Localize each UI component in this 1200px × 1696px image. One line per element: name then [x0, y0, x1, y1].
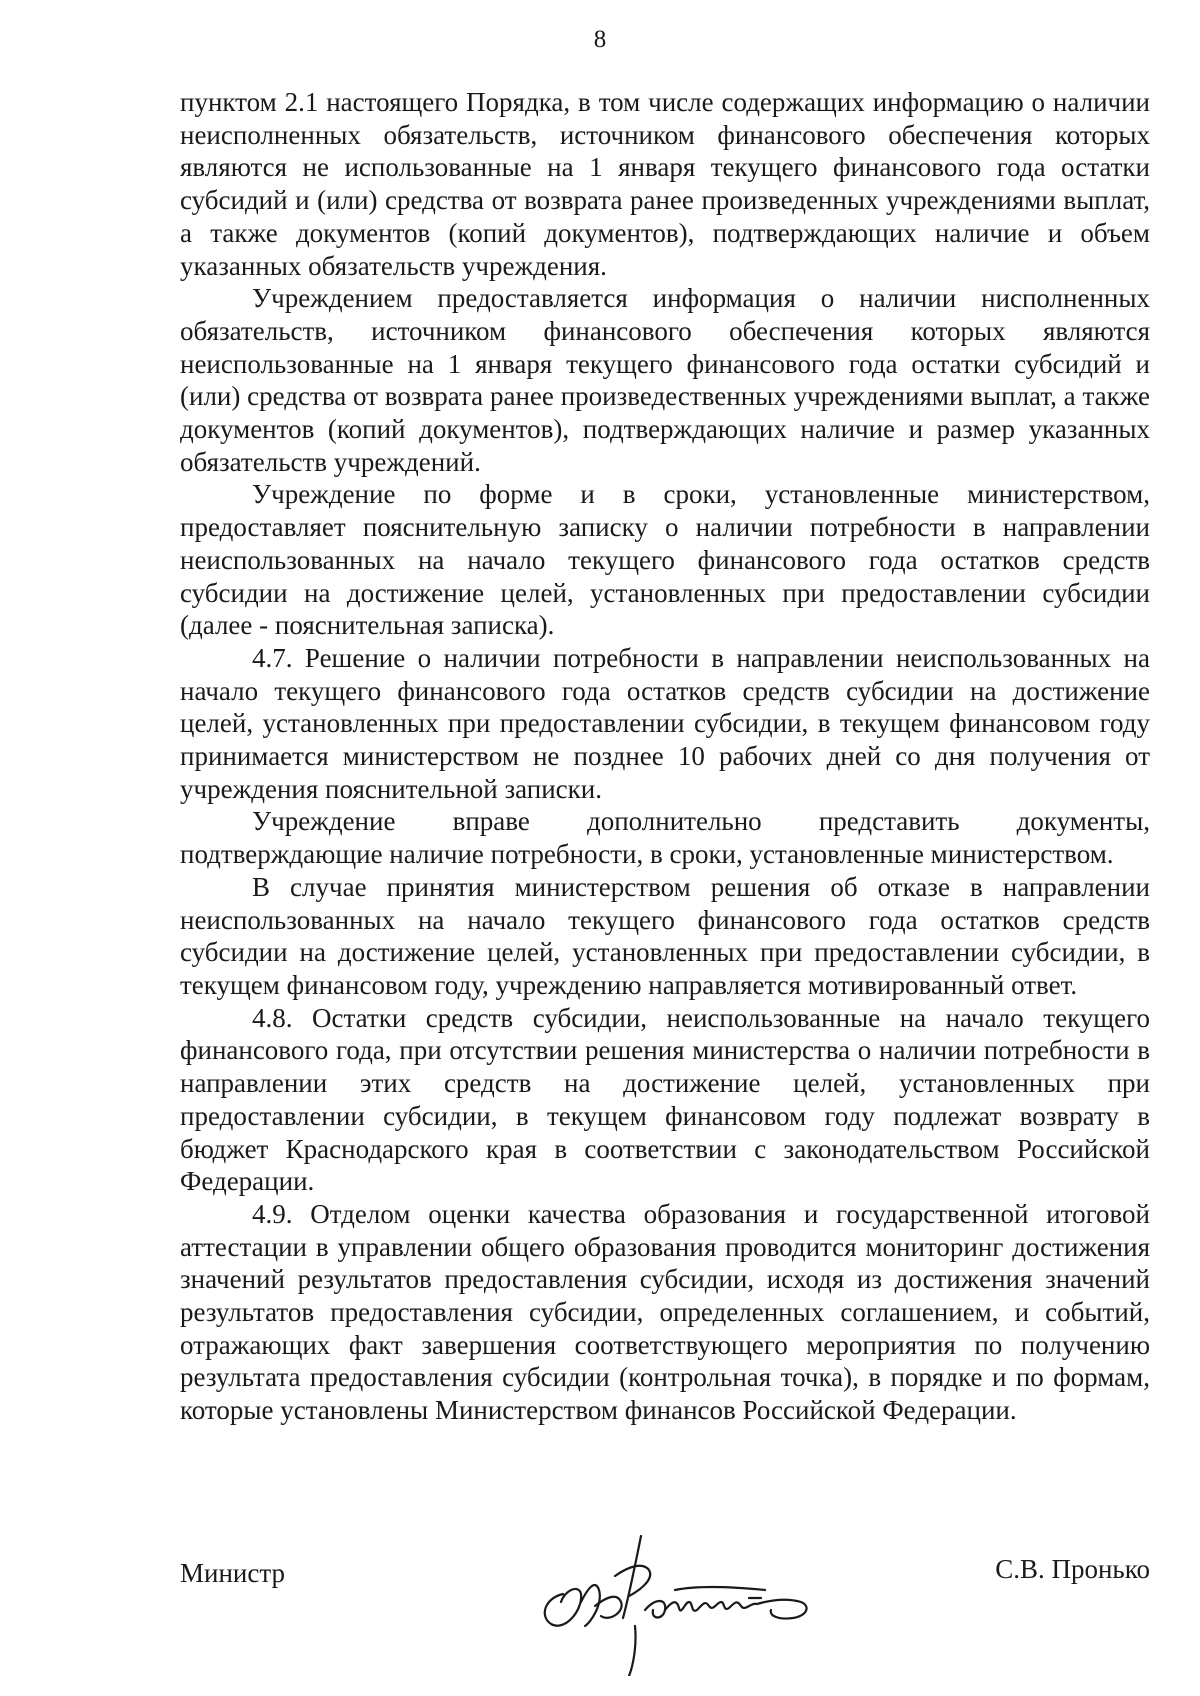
page-number: 8: [593, 26, 607, 53]
paragraph-4-9: 4.9. Отделом оценки качества образования и государственной итоговой аттестации в управлении общего образования проводится мониторинг достижения значений результатов предоставления субсидии, исходя из достижения значений результатов предоставления субсидии, определенных соглашением, и событий, отражающих факт завершения соответствующего мероприятия по получению результата предоставления субсидии (контрольная точка), в порядке и по формам, которые установлены Министерством финансов Российской Федерации.: [180, 1198, 1150, 1426]
paragraph-additional-documents: Учреждение вправе дополнительно представить документы, подтверждающие наличие потребности, в сроки, установленные министерством.: [180, 806, 1150, 870]
paragraph-4-7: 4.7. Решение о наличии потребности в направлении неиспользованных на начало текущего финансового года остатков средств субсидии на достижение целей, установленных при предоставлении субсидии, в текущем финансовом году принимается министерством не позднее 10 рабочих дней со дня получения от учреждения пояснительной записки.: [180, 642, 1150, 804]
handwritten-signature: [525, 1506, 845, 1676]
paragraph-explanatory-note: Учреждение по форме и в сроки, установленные министерством, предоставляет пояснительную записку о наличии потребности в направлении неиспользованных на начало текущего финансового года остатков средств субсидии на достижение целей, установленных при предоставлении субсидии (далее - пояснительная записка).: [180, 479, 1150, 641]
paragraph-4-8: 4.8. Остатки средств субсидии, неиспользованные на начало текущего финансового года, при отсутствии решения министерства о наличии потребности в направлении этих средств на достижение целей, установленных при предоставлении субсидии, в текущем финансовом году подлежат возврату в бюджет Краснодарского края в соответствии с законодательством Российской Федерации.: [180, 1002, 1150, 1197]
paragraph-obligations-info: Учреждением предоставляется информация о наличии нисполненных обязательств, источником финансового обеспечения которых являются неиспользованные на 1 января текущего финансового года остатки субсидий и (или) средства от возврата ранее произведественных учреждениями выплат, а также документов (копий документов), подтверждающих наличие и размер указанных обязательств учреждений.: [180, 283, 1150, 477]
document-body: [180, 86, 1150, 1427]
paragraph-continuation: пунктом 2.1 настоящего Порядка, в том числе содержащих информацию о наличии неисполненных обязательств, источником финансового обеспечения которых являются не использованные на 1 января текущего финансового года остатки субсидий и (или) средства от возврата ранее произведенных учреждениями выплат, а также документов (копий документов), подтверждающих наличие и объем указанных обязательств учреждения.: [180, 87, 1150, 281]
paragraph-refusal: В случае принятия министерством решения об отказе в направлении неиспользованных на начало текущего финансового года остатков средств субсидии на достижение целей, установленных при предоставлении субсидии, в текущем финансовом году, учреждению направляется мотивированный ответ.: [180, 871, 1150, 1000]
signature-block: [180, 1536, 1150, 1686]
signatory-name: С.В. Пронько: [995, 1554, 1150, 1584]
signatory-title: Министр: [180, 1558, 285, 1588]
